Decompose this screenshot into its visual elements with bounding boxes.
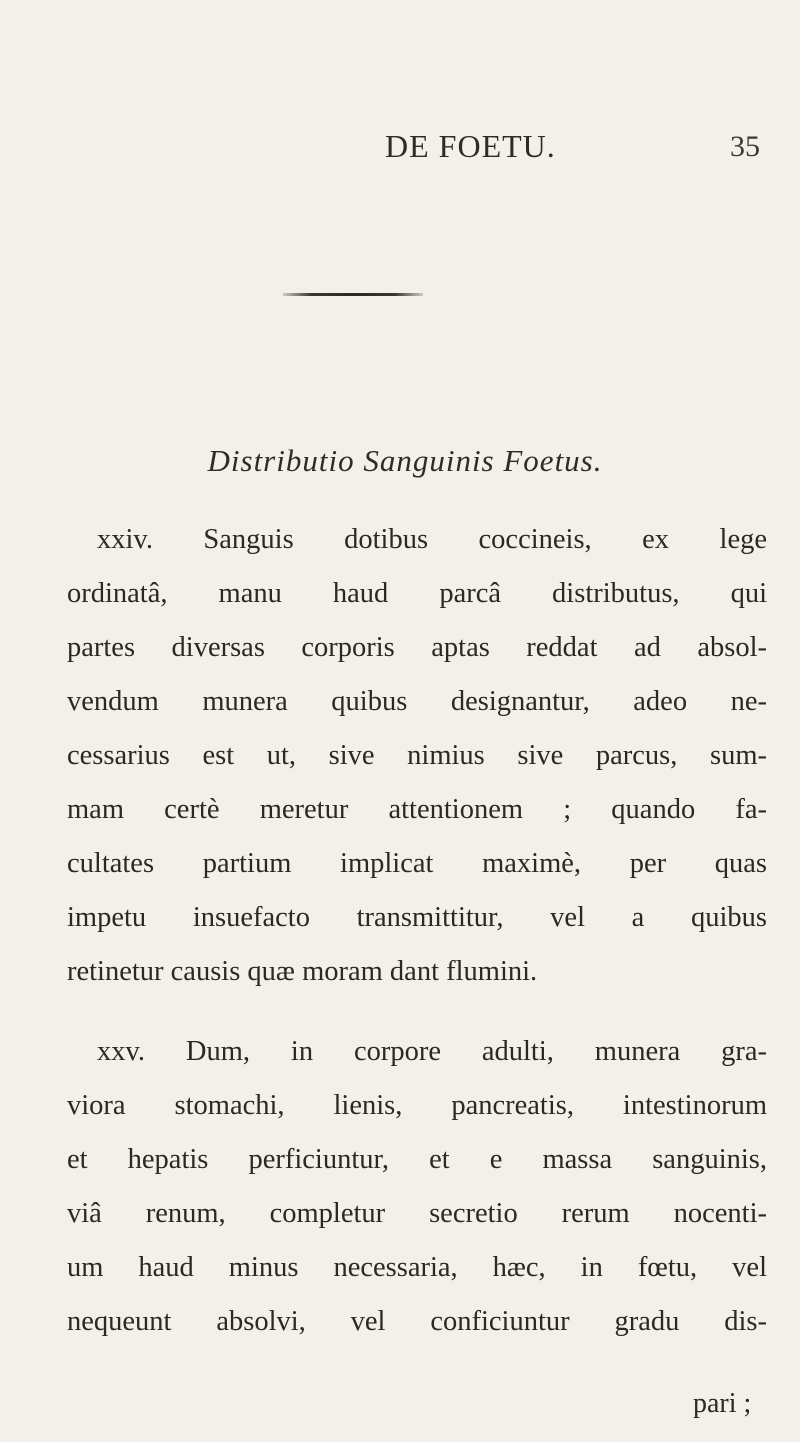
text-line: viâ renum, completur secretio rerum nocenti- [67,1198,767,1229]
running-head: DE FOETU. [385,128,556,164]
section-title: Distributio Sanguinis Foetus. [207,443,603,478]
text-line: viora stomachi, lienis, pancreatis, intestinorum [67,1090,767,1121]
text-line: mam certè meretur attentionem ; quando fa- [67,794,767,825]
text-line: et hepatis perficiuntur, et e massa sanguinis, [67,1144,767,1175]
text-line: partes diversas corporis aptas reddat ad absol- [67,632,767,663]
text-line: xxv. Dum, in corpore adulti, munera gra- [97,1036,767,1067]
text-line: nequeunt absolvi, vel conficiuntur gradu dis- [67,1306,767,1337]
catchword: pari ; [693,1388,752,1419]
text-line: cessarius est ut, sive nimius sive parcus, sum- [67,740,767,771]
text-line: retinetur causis quæ moram dant flumini. [67,956,538,987]
text-line: um haud minus necessaria, hæc, in fœtu, vel [67,1252,767,1283]
text-line: vendum munera quibus designantur, adeo ne- [67,686,767,717]
section-divider-rule [283,293,423,296]
page-number: 35 [730,130,760,163]
text-line: xxiv. Sanguis dotibus coccineis, ex lege [97,524,767,555]
text-line: ordinatâ, manu haud parcâ distributus, qui [67,578,767,609]
paragraph-xxiv [67,513,767,999]
paragraph-xxv [67,1025,767,1349]
text-line: impetu insuefacto transmittitur, vel a quibus [67,902,767,933]
text-line: cultates partium implicat maximè, per quas [67,848,767,879]
